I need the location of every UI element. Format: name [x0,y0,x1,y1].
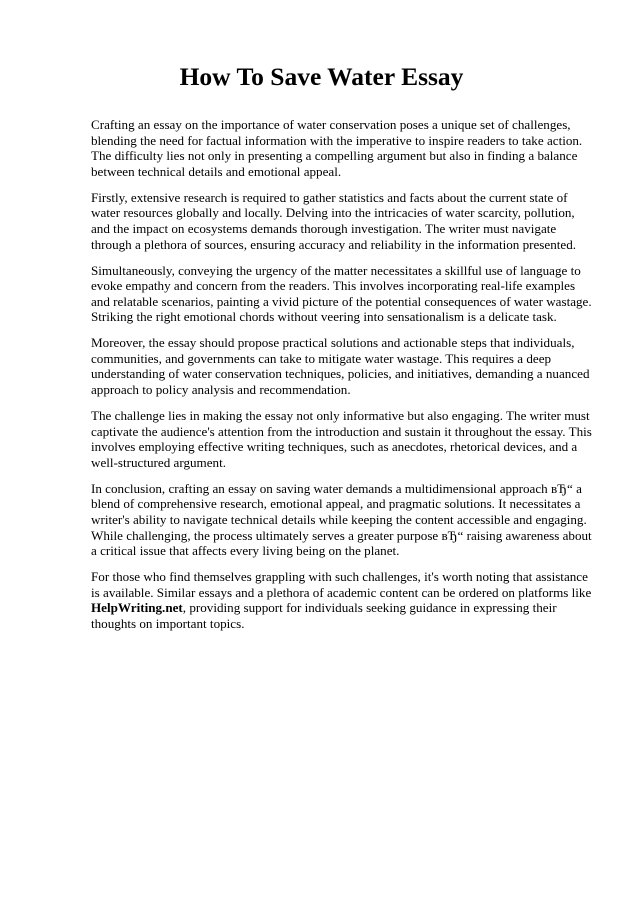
paragraph-research: Firstly, extensive research is required to gather statistics and facts about the current state of water resources globally and locally. Delving into the intricacies of water scarcity, pollution, and the impact on ecosystems demands thorough investigation. The writer must navigate through a plethora of sources, ensuring accuracy and reliability in the information presented. [91,189,577,252]
paragraph-engagement: The challenge lies in making the essay not only informative but also engaging. The writer must captivate the audience's attention from the introduction and sustain it throughout the essay. This involves employing effective writing techniques, such as anecdotes, rhetorical devices, and a well-structured argument. [91,408,592,470]
paragraph-intro: Crafting an essay on the importance of water conservation poses a unique set of challenges, blending the need for factual information with the imperative to inspire readers to take action. The difficulty lies not only in presenting a compelling argument but also in finding a balance between technical details and emotional appeal. [91,117,583,179]
closing-text-before: For those who find themselves grappling with such challenges, it's worth noting that assistance is available. Similar essays and a plethora of academic content can be ordered on platforms like [91,569,592,600]
paragraph-closing [91,569,594,631]
helpwriting-link: HelpWriting.net [91,600,183,616]
closing-text-after: , providing support for individuals seeking guidance in expressing their thoughts on important topics. [91,600,557,631]
paragraph-urgency: Simultaneously, conveying the urgency of the matter necessitates a skillful use of language to evoke empathy and concern from the readers. This involves incorporating real-life examples and relatable scenarios, painting a vivid picture of the potential consequences of water wastage. Striking the right emotional chords without veering into sensationalism is a delicate task. [91,262,592,325]
page-title: How To Save Water Essay [179,62,464,91]
paragraph-solutions: Moreover, the essay should propose practical solutions and actionable steps that individuals, communities, and governments can take to mitigate water wastage. This requires a deep understanding of water conservation techniques, policies, and initiatives, demanding a nuanced approach to policy analysis and recommendation. [91,335,590,398]
paragraph-conclusion: In conclusion, crafting an essay on saving water demands a multidimensional approach вЂ“ a blend of comprehensive research, emotional appeal, and pragmatic solutions. It necessitates a writer's ability to navigate technical details while keeping the content accessible and engaging. While challenging, the process ultimately serves a greater purpose вЂ“ raising awareness about a critical issue that affects every living being on the planet. [91,480,592,559]
